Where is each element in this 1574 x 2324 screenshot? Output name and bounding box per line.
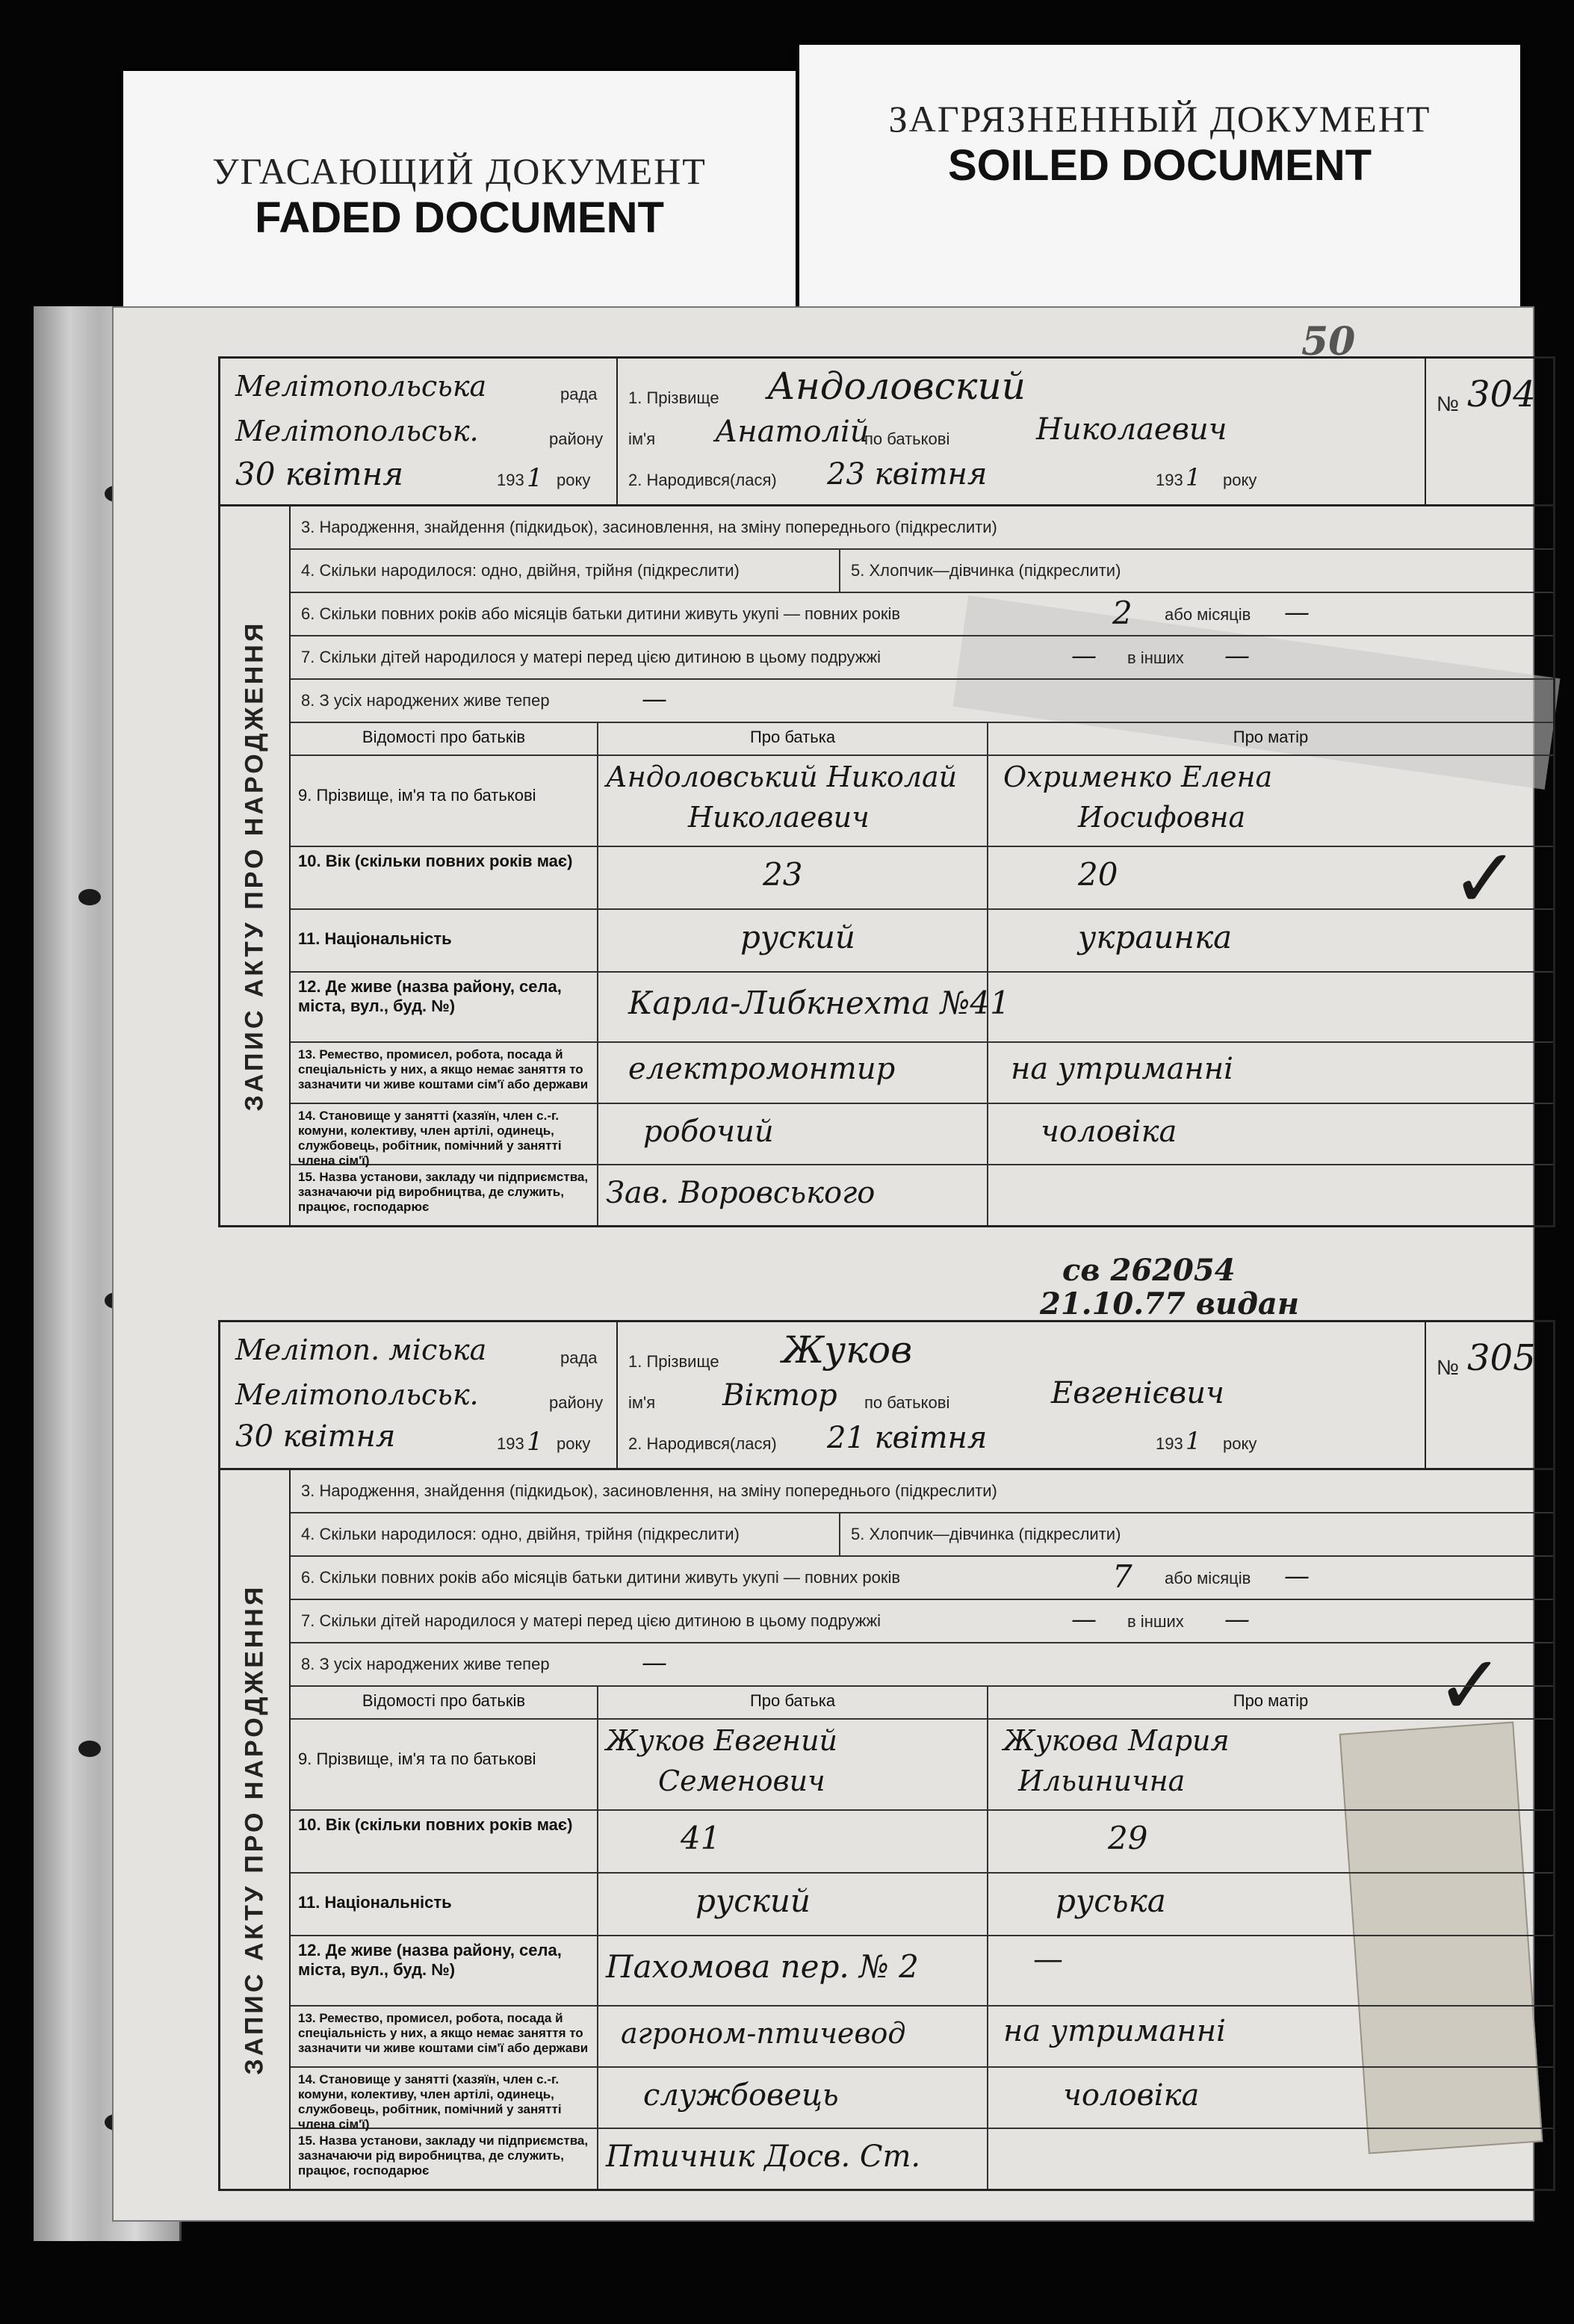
patronymic-label: по батькові: [864, 430, 950, 448]
reg-date-value: 30 квітня: [235, 456, 404, 492]
father-address: Пахомова пер. № 2: [606, 1948, 919, 1985]
children-before-value: —: [1071, 1605, 1097, 1634]
born-label: 2. Народився(лася): [628, 471, 777, 489]
col-header-info-label: Відомості про батьків: [362, 1691, 526, 1710]
row-10: [291, 847, 1553, 910]
father-name-cell: [598, 756, 988, 846]
field-5-label: 5. Хлопчик—дівчинка (підкреслити): [851, 561, 1121, 580]
father-profession-cell: [598, 1043, 988, 1103]
born-year-suffix: 1: [1186, 463, 1201, 492]
record-fields: [291, 1470, 1553, 2189]
mother-name-2: Иосифовна: [1078, 801, 1246, 834]
binding-hole: [78, 889, 101, 905]
mother-address: —: [1033, 1942, 1063, 1977]
parents-table-header: [291, 1687, 1553, 1720]
registration-block: [220, 1322, 618, 1468]
registration-block: [220, 359, 618, 504]
months-together-value: —: [1284, 1561, 1310, 1591]
row-9-label: 9. Прізвище, ім'я та по батькові: [298, 786, 536, 805]
year-suffix: 1: [527, 1427, 543, 1457]
mother-nationality: украинка: [1078, 919, 1233, 955]
year-print: 193: [497, 1434, 524, 1453]
row-13: [291, 1043, 1553, 1104]
number-label: №: [1437, 1356, 1460, 1379]
row-15-label: 15. Назва установи, закладу чи підприємства, зазначаючи рід виробництва, де служить, працює, господарює: [298, 2134, 589, 2178]
field-8-label: 8. З усіх народжених живе тепер: [301, 1655, 550, 1673]
father-name-2: Семенович: [658, 1764, 825, 1797]
roku-label: року: [1223, 1434, 1257, 1453]
field-6-label: 6. Скільки повних років або місяців батьки дитини живуть укупі — повних років: [301, 1568, 901, 1587]
father-status-cell: [598, 2068, 988, 2128]
record-header: [218, 356, 1555, 504]
col-header-father: [598, 723, 988, 754]
father-age: 41: [681, 1820, 721, 1856]
father-age-cell: [598, 847, 988, 908]
father-name-1: Андоловський Николай: [606, 760, 958, 793]
field-7-label: 7. Скільки дітей народилося у матері перед цією дитиною в цьому подружжі: [301, 1611, 881, 1630]
col-header-father: [598, 1687, 988, 1718]
row-14-label-cell: [291, 1104, 598, 1168]
district-value: Мелітопольськ.: [235, 1378, 479, 1411]
row-10-label-cell: [291, 1811, 598, 1872]
record-body: [218, 504, 1555, 1227]
father-address: Карла-Либкнехта №41: [628, 985, 1010, 1021]
row-12: [291, 973, 1553, 1043]
row-9-label-cell: [291, 756, 598, 846]
roku-label: року: [557, 1434, 591, 1453]
year-print: 193: [1156, 1434, 1183, 1453]
row-11: [291, 1874, 1553, 1936]
row-12-label-cell: [291, 1936, 598, 2005]
col-header-info: [291, 1687, 598, 1718]
faded-document-label: [123, 71, 796, 317]
col-header-mother: [988, 723, 1553, 754]
row-12-label-cell: [291, 973, 598, 1041]
father-nationality-cell: [598, 910, 988, 971]
father-address-cell: [598, 1936, 988, 2005]
field-7-other-label: в інших: [1127, 648, 1184, 667]
father-profession: агроном-птичевод: [621, 2017, 906, 2050]
row-14-label: 14. Становище у занятті (хазяїн, член с.-г. комуни, колективу, член артілі, одинець, службовець, робітник, помічний у занятті члена сім'ї): [298, 2072, 562, 2131]
surname-value: Жуков: [782, 1328, 913, 1372]
raion-label: району: [549, 430, 604, 448]
row-9-label-cell: [291, 1720, 598, 1809]
mother-name-1: Охрименко Елена: [1003, 760, 1273, 793]
mother-address-cell: [988, 973, 1553, 1041]
roku-label: року: [557, 471, 591, 489]
soiled-document-label: [799, 45, 1520, 329]
patronymic-value: Николаевич: [1036, 412, 1227, 447]
row-14-label: 14. Становище у занятті (хазяїн, член с.-г. комуни, колективу, член артілі, одинець, службовець, робітник, помічний у занятті члена сім'ї): [298, 1109, 562, 1168]
row-13-label: 13. Ремество, промисел, робота, посада й спеціальність у них, а якщо немає заняття то зазначити чи живе коштами сім'ї або держави: [298, 2011, 589, 2055]
field-7-other-label: в інших: [1127, 1612, 1184, 1631]
patronymic-label: по батькові: [864, 1393, 950, 1412]
faded-label-ru: УГАСАЮЩИЙ ДОКУМЕНТ: [212, 150, 707, 192]
row-15: [291, 1165, 1553, 1225]
col-header-mother: [988, 1687, 1553, 1718]
rada-label: рада: [560, 1348, 598, 1367]
district-value: Мелітопольськ.: [235, 415, 479, 447]
father-name-cell: [598, 1720, 988, 1809]
first-name-label: ім'я: [628, 1393, 656, 1412]
row-15-label-cell: [291, 1165, 598, 1225]
record-number: 304: [1467, 374, 1536, 415]
council-value: Мелітопольська: [235, 370, 487, 403]
row-12: [291, 1936, 1553, 2007]
field-7: [291, 1600, 1553, 1643]
row-11-label-cell: [291, 910, 598, 971]
row-11-label: 11. Національність: [298, 929, 452, 948]
side-title: ЗАПИС АКТУ ПРО НАРОДЖЕННЯ: [240, 1584, 269, 2075]
side-title: ЗАПИС АКТУ ПРО НАРОДЖЕННЯ: [240, 620, 269, 1112]
mother-profession-cell: [988, 2007, 1553, 2066]
roku-label: року: [1223, 471, 1257, 489]
field-3-label: 3. Народження, знайдення (підкидьок), засиновлення, на зміну попереднього (підкреслити): [301, 1481, 997, 1500]
father-profession: електромонтир: [628, 1052, 896, 1086]
row-10-label: 10. Вік (скільки повних років має): [298, 852, 573, 870]
year-print: 193: [497, 471, 524, 489]
row-11-label-cell: [291, 1874, 598, 1935]
field-4-label: 4. Скільки народилося: одно, двійня, трійня (підкреслити): [301, 1525, 740, 1543]
rada-label: рада: [560, 385, 598, 403]
birth-record: [218, 319, 1555, 1227]
father-age-cell: [598, 1811, 988, 1872]
soiled-label-ru: ЗАГРЯЗНЕННЫЙ ДОКУМЕНТ: [888, 98, 1431, 140]
father-name-2: Николаевич: [688, 801, 870, 834]
father-nationality-cell: [598, 1874, 988, 1935]
born-year-suffix: 1: [1186, 1427, 1201, 1455]
patronymic-value: Евгенієвич: [1051, 1376, 1224, 1410]
father-status-cell: [598, 1104, 988, 1164]
record-fields: [291, 506, 1553, 1225]
mother-address-cell: [988, 1936, 1553, 2005]
col-header-father-label: Про батька: [749, 728, 836, 746]
surname-label: 1. Прізвище: [628, 1352, 719, 1371]
check-mark: ✓: [1436, 1637, 1505, 1733]
stamp-line-2: 21.10.77 видан: [1040, 1286, 1300, 1321]
alive-now-value: —: [642, 684, 667, 714]
check-mark: ✓: [1451, 831, 1520, 926]
row-14: [291, 1104, 1553, 1168]
field-5: [839, 550, 1553, 592]
field-4-label: 4. Скільки народилося: одно, двійня, трійня (підкреслити): [301, 561, 740, 580]
record-body: [218, 1468, 1555, 2191]
years-together-value: 2: [1112, 595, 1133, 631]
raion-label: району: [549, 1393, 604, 1412]
parents-table-header: [291, 723, 1553, 756]
stamp-line-1: св 262054: [1062, 1253, 1236, 1288]
first-name-value: Віктор: [722, 1378, 837, 1413]
mother-status-cell: [988, 2068, 1553, 2128]
row-13: [291, 2007, 1553, 2068]
side-title-cell: [220, 1470, 291, 2189]
number-label: №: [1437, 392, 1460, 415]
reg-date-value: 30 квітня: [235, 1419, 396, 1454]
born-value: 21 квітня: [827, 1421, 988, 1455]
father-address-cell: [598, 973, 1010, 1041]
year-print: 193: [1156, 471, 1183, 489]
father-name-1: Жуков Евгений: [606, 1724, 838, 1757]
father-nationality: руский: [740, 919, 855, 955]
mother-profession-cell: [988, 1043, 1553, 1103]
row-12-label: 12. Де живе (назва району, села, міста, вул., буд. №): [298, 977, 562, 1015]
year-suffix: 1: [527, 463, 543, 493]
field-5-label: 5. Хлопчик—дівчинка (підкреслити): [851, 1525, 1121, 1543]
row-10-label: 10. Вік (скільки повних років має): [298, 1815, 573, 1834]
mother-age: 29: [1108, 1820, 1148, 1856]
field-5: [839, 1513, 1553, 1555]
faded-label-en: FADED DOCUMENT: [255, 193, 664, 242]
months-together-value: —: [1284, 598, 1310, 628]
mother-name-2: Ильинична: [1018, 1764, 1186, 1797]
surname-value: Андоловский: [767, 365, 1026, 408]
father-nationality: руский: [695, 1883, 811, 1919]
row-14: [291, 2068, 1553, 2129]
first-name-label: ім'я: [628, 430, 656, 448]
children-other-value: —: [1224, 1605, 1250, 1634]
record-header: [218, 1320, 1555, 1468]
col-header-mother-label: Про матір: [1233, 728, 1309, 746]
first-name-value: Анатолій: [715, 415, 870, 449]
corner-mark: 50: [1301, 319, 1356, 365]
council-value: Мелітоп. міська: [235, 1333, 487, 1366]
field-8-label: 8. З усіх народжених живе тепер: [301, 691, 550, 710]
row-15: [291, 2129, 1553, 2189]
row-9: [291, 756, 1553, 847]
field-4-5: [291, 550, 1553, 593]
binding-hole: [78, 1741, 101, 1757]
mother-nationality: руська: [1056, 1883, 1166, 1919]
mother-age: 20: [1078, 856, 1118, 893]
field-8: [291, 680, 1553, 723]
field-6: [291, 1557, 1553, 1600]
father-workplace-cell: [598, 1165, 988, 1225]
row-13-label-cell: [291, 2007, 598, 2066]
mother-nationality-cell: [988, 1874, 1553, 1935]
mother-name-cell: [988, 1720, 1553, 1809]
field-3: [291, 506, 1553, 550]
row-15-label: 15. Назва установи, закладу чи підприємства, зазначаючи рід виробництва, де служить, працює, господарює: [298, 1170, 589, 1214]
children-before-value: —: [1071, 641, 1097, 671]
mother-profession: на утриманні: [1003, 2014, 1226, 2048]
field-6-label: 6. Скільки повних років або місяців батьки дитини живуть укупі — повних років: [301, 604, 901, 623]
col-header-father-label: Про батька: [749, 1691, 836, 1710]
field-6-months-label: або місяців: [1165, 605, 1251, 624]
father-status: службовець: [643, 2078, 839, 2113]
col-header-info-label: Відомості про батьків: [362, 728, 526, 746]
field-3: [291, 1470, 1553, 1513]
field-7: [291, 636, 1553, 680]
mother-name-cell: [988, 756, 1553, 846]
mother-workplace-cell: [988, 1165, 1553, 1225]
surname-label: 1. Прізвище: [628, 388, 719, 407]
row-10-label-cell: [291, 847, 598, 908]
father-status: робочий: [643, 1115, 774, 1149]
mother-status-cell: [988, 1104, 1553, 1164]
record-number-block: [1425, 359, 1553, 504]
father-workplace-cell: [598, 2129, 988, 2189]
soiled-label-en: SOILED DOCUMENT: [947, 141, 1372, 190]
row-12-label: 12. Де живе (назва району, села, міста, вул., буд. №): [298, 1941, 562, 1979]
field-8: [291, 1643, 1553, 1687]
field-6-months-label: або місяців: [1165, 1569, 1251, 1587]
field-4: [291, 1513, 839, 1555]
child-block: [618, 1322, 1425, 1468]
mother-status: чоловіка: [1063, 2078, 1200, 2113]
father-workplace: Птичник Досв. Ст.: [606, 2139, 921, 2174]
row-11-label: 11. Національність: [298, 1893, 452, 1912]
row-14-label-cell: [291, 2068, 598, 2131]
record-number: 305: [1467, 1337, 1536, 1379]
side-title-cell: [220, 506, 291, 1225]
row-9-label: 9. Прізвище, ім'я та по батькові: [298, 1750, 536, 1768]
field-4-5: [291, 1513, 1553, 1557]
row-13-label: 13. Ремество, промисел, робота, посада й спеціальність у них, а якщо немає заняття то зазначити чи живе коштами сім'ї або держави: [298, 1047, 589, 1091]
father-profession-cell: [598, 2007, 988, 2066]
document-page: [112, 306, 1534, 2222]
field-6: [291, 593, 1553, 636]
row-10: [291, 1811, 1553, 1874]
row-13-label-cell: [291, 1043, 598, 1103]
born-label: 2. Народився(лася): [628, 1434, 777, 1453]
mother-workplace-cell: [988, 2129, 1553, 2189]
birth-record: [218, 1253, 1555, 2191]
years-together-value: 7: [1112, 1558, 1133, 1595]
record-number-block: [1425, 1322, 1553, 1468]
field-4: [291, 550, 839, 592]
mother-profession: на утриманні: [1011, 1052, 1233, 1086]
mother-age-cell: [988, 1811, 1553, 1872]
mother-name-1: Жукова Мария: [1003, 1724, 1230, 1757]
children-other-value: —: [1224, 641, 1250, 671]
field-7-label: 7. Скільки дітей народилося у матері перед цією дитиною в цьому подружжі: [301, 648, 881, 666]
row-15-label-cell: [291, 2129, 598, 2189]
row-11: [291, 910, 1553, 973]
mother-age-cell: [988, 847, 1553, 908]
mother-nationality-cell: [988, 910, 1553, 971]
alive-now-value: —: [642, 1648, 667, 1678]
father-age: 23: [763, 856, 803, 893]
col-header-info: [291, 723, 598, 754]
born-value: 23 квітня: [827, 457, 988, 492]
field-3-label: 3. Народження, знайдення (підкидьок), засиновлення, на зміну попереднього (підкреслити): [301, 518, 997, 536]
col-header-mother-label: Про матір: [1233, 1691, 1309, 1710]
row-9: [291, 1720, 1553, 1811]
child-block: [618, 359, 1425, 504]
father-workplace: Зав. Воровського: [606, 1176, 876, 1210]
mother-status: чоловіка: [1041, 1115, 1177, 1149]
